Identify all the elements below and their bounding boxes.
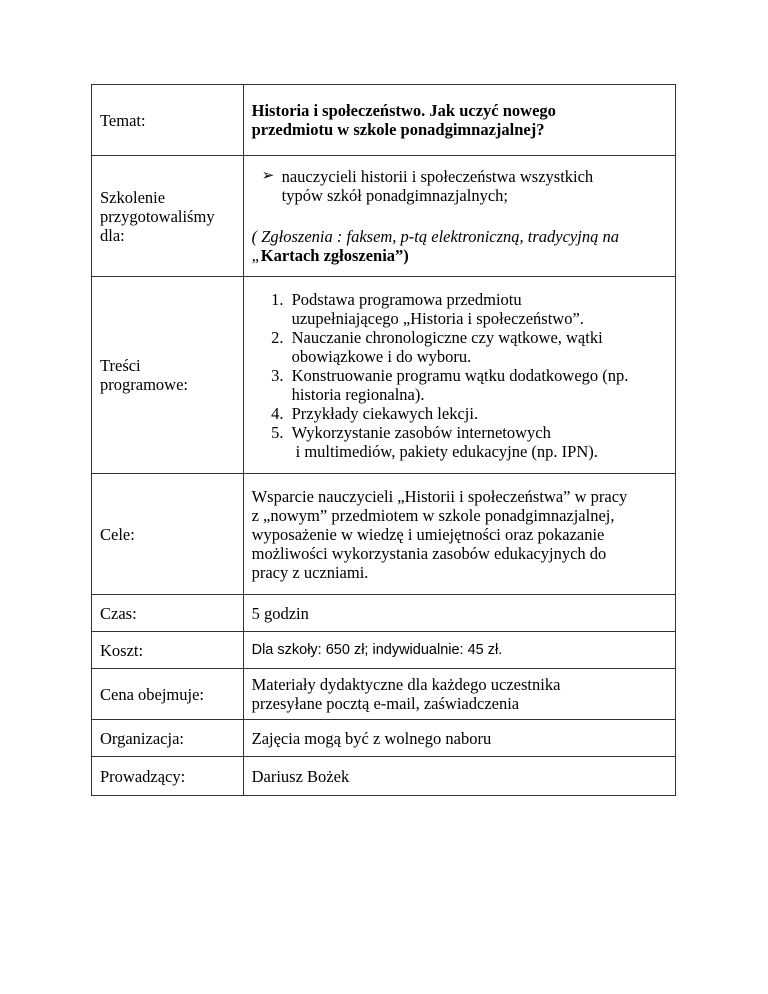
cena-value-line: Materiały dydaktyczne dla każdego uczestnika: [251, 675, 561, 694]
audience-line: typów szkół ponadgimnazjalnych;: [281, 186, 508, 205]
program-item-line: 2. Nauczanie chronologiczne czy wątkowe, wątki: [291, 327, 603, 347]
row-tresci: [92, 277, 676, 474]
szkolenie-label-line: przygotowaliśmy: [100, 206, 215, 226]
program-item-line: 4. Przykłady ciekawych lekcji.: [291, 403, 479, 423]
prowadzacy-value: Dariusz Bożek: [243, 757, 675, 796]
program-item-line: uzupełniającego „Historia i społeczeństwo”.: [291, 308, 584, 328]
cele-line: z „nowym” przedmiotem w szkole ponadgimnazjalnej,: [251, 505, 615, 525]
tresci-label: [92, 277, 244, 474]
program-item-line: obowiązkowe i do wyboru.: [291, 346, 472, 366]
audience-line: nauczycieli historii i społeczeństwa wszystkich: [281, 167, 594, 186]
registration-form-name: Kartach zgłoszenia”): [260, 246, 409, 265]
quote-mark: „: [251, 246, 261, 265]
audience-text: [282, 167, 594, 205]
course-info-table: [91, 84, 676, 796]
szkolenie-value: [243, 156, 675, 277]
prowadzacy-label: Prowadzący:: [92, 757, 244, 796]
program-item-line: 5. Wykorzystanie zasobów internetowych: [291, 422, 551, 442]
szkolenie-label-line: Szkolenie: [100, 187, 166, 207]
row-temat: [92, 85, 676, 156]
registration-note-line: ( Zgłoszenia : faksem, p-tą elektroniczną, tradycyjną na: [251, 227, 619, 246]
program-item: [288, 366, 667, 404]
koszt-label: Koszt:: [92, 632, 244, 669]
cele-line: możliwości wykorzystania zasobów edukacyjnych do: [251, 543, 607, 563]
row-prowadzacy: [92, 757, 676, 796]
czas-label: Czas:: [92, 595, 244, 632]
cele-value: [243, 474, 675, 595]
temat-value-line: Historia i społeczeństwo. Jak uczyć nowego: [251, 101, 556, 120]
program-item-line: 1. Podstawa programowa przedmiotu: [291, 289, 522, 309]
program-item-line: i multimediów, pakiety edukacyjne (np. IPN).: [295, 441, 598, 461]
registration-note: [252, 227, 667, 265]
arrow-bullet-icon: ➢: [261, 168, 275, 184]
row-czas: [92, 595, 676, 632]
temat-value: [243, 85, 675, 156]
czas-value: 5 godzin: [243, 595, 675, 632]
program-item: [288, 328, 667, 366]
row-szkolenie: [92, 156, 676, 277]
organizacja-value: Zajęcia mogą być z wolnego naboru: [243, 720, 675, 757]
cele-line: wyposażenie w wiedzę i umiejętności oraz pokazanie: [251, 524, 605, 544]
cele-line: Wsparcie nauczycieli „Historii i społeczeństwa” w pracy: [251, 486, 628, 506]
tresci-value: [243, 277, 675, 474]
row-cena: [92, 669, 676, 720]
program-item-line: 3. Konstruowanie programu wątku dodatkowego (np.: [291, 365, 629, 385]
registration-note-line: [252, 246, 667, 265]
cele-line: pracy z uczniami.: [251, 562, 369, 582]
audience-bullet: [262, 167, 667, 205]
szkolenie-label: [92, 156, 244, 277]
cena-value-line: przesyłane pocztą e-mail, zaświadczenia: [251, 694, 520, 713]
program-item: [288, 290, 667, 328]
row-koszt: [92, 632, 676, 669]
organizacja-label: Organizacja:: [92, 720, 244, 757]
program-item: [288, 423, 667, 461]
program-item: [288, 404, 667, 423]
cena-label: Cena obejmuje:: [92, 669, 244, 720]
row-organizacja: [92, 720, 676, 757]
szkolenie-label-line: dla:: [100, 225, 125, 245]
koszt-value: Dla szkoły: 650 zł; indywidualnie: 45 zł.: [243, 632, 675, 669]
program-item-line: historia regionalna).: [291, 384, 425, 404]
cele-label: Cele:: [92, 474, 244, 595]
tresci-label-line: programowe:: [100, 375, 188, 394]
tresci-label-line: Treści: [100, 356, 141, 375]
temat-label: Temat:: [92, 85, 244, 156]
temat-value-line: przedmiotu w szkole ponadgimnazjalnej?: [251, 120, 545, 139]
program-list: [252, 290, 667, 461]
row-cele: [92, 474, 676, 595]
cena-value: [243, 669, 675, 720]
